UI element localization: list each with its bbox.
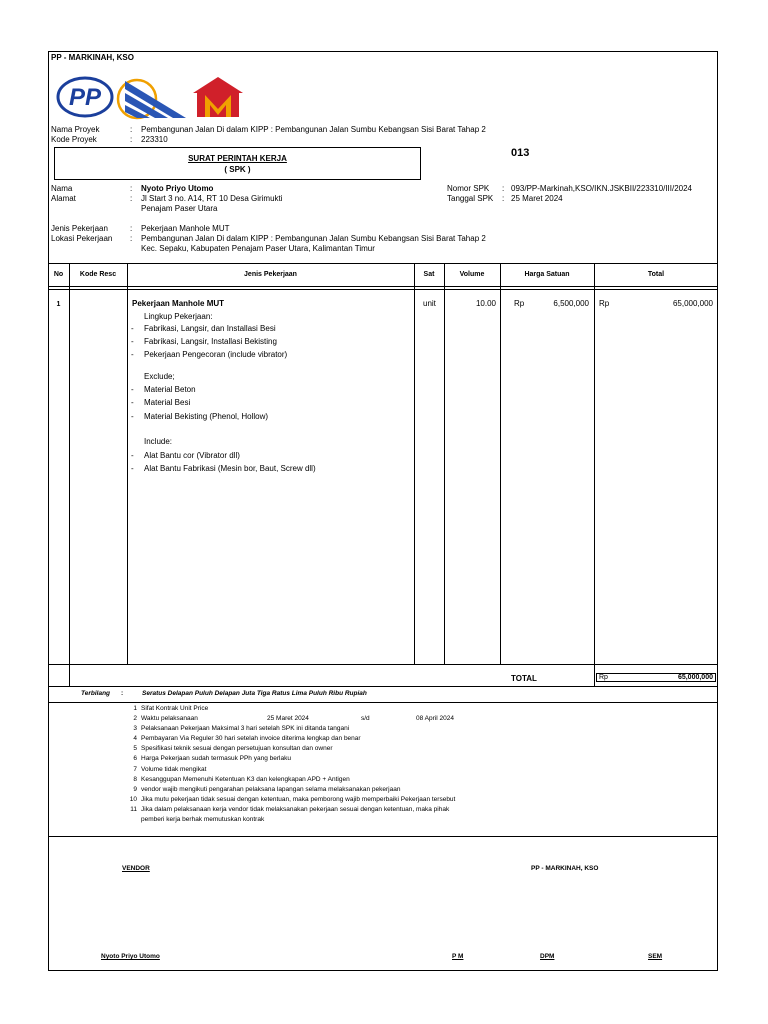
- list-dash: -: [131, 385, 134, 394]
- scope-item: Pekerjaan Pengecoran (include vibrator): [144, 350, 288, 359]
- colon: :: [130, 125, 133, 134]
- pp-logo: [58, 78, 112, 116]
- term-no: 3: [133, 725, 137, 732]
- row-total-currency: Rp: [599, 299, 610, 308]
- row-volume: 10.00: [475, 299, 496, 308]
- spk-number-label: Nomor SPK: [447, 184, 490, 193]
- term-no: 11: [130, 806, 137, 813]
- list-dash: -: [131, 464, 134, 473]
- term-no: 5: [133, 745, 137, 752]
- term-no: 8: [133, 776, 137, 783]
- term-text: Sifat Kontrak Unit Price: [141, 705, 209, 712]
- term-text: Waktu pelaksanaan: [141, 715, 198, 722]
- term-no: 4: [133, 735, 137, 742]
- term-text: Pembayaran Via Reguler 30 hari setelah invoice diterima lengkap dan benar: [141, 735, 361, 742]
- include-item: Alat Bantu Fabrikasi (Mesin bor, Baut, Screw dll): [144, 464, 316, 473]
- term-no: 10: [129, 796, 137, 803]
- list-dash: -: [131, 350, 134, 359]
- vendor-name-label: Nama: [51, 184, 73, 193]
- m-logo: [193, 77, 243, 117]
- table-body-bottom: [48, 664, 718, 665]
- pm-signatory: P M: [452, 953, 464, 960]
- header-kode-resc: Kode Resc: [79, 271, 117, 278]
- header-volume: Volume: [459, 271, 485, 278]
- vendor-address-line1: Jl Start 3 no. A14, RT 10 Desa Girimukti: [141, 194, 283, 203]
- vendor-address-label: Alamat: [51, 194, 76, 203]
- col-divider: [594, 263, 595, 687]
- triangle-logo: [118, 80, 186, 118]
- spk-subtitle: ( SPK ): [224, 165, 251, 174]
- company-sign-label: PP - MARKINAH, KSO: [531, 865, 599, 872]
- total-currency: Rp: [599, 674, 608, 681]
- colon: :: [130, 234, 133, 243]
- term-no: 6: [133, 755, 137, 762]
- work-type-label: Jenis Pekerjaan: [51, 224, 108, 233]
- table-header-border: [48, 286, 718, 287]
- project-name-value: Pembangunan Jalan Di dalam KIPP : Pembangunan Jalan Sumbu Kebangsan Sisi Barat Tahap 2: [141, 125, 486, 134]
- colon: :: [502, 194, 505, 203]
- schedule-sd: s/d: [361, 715, 370, 722]
- term-no: 9: [133, 786, 137, 793]
- logo-group: [55, 75, 245, 121]
- work-type-value: Pekerjaan Manhole MUT: [141, 224, 230, 233]
- project-code-label: Kode Proyek: [51, 135, 97, 144]
- colon: :: [130, 135, 133, 144]
- project-name-label: Nama Proyek: [51, 125, 100, 134]
- term-text: Harga Pekerjaan sudah termasuk PPh yang berlaku: [141, 755, 291, 762]
- row-sat: unit: [423, 299, 436, 308]
- terbilang-bottom: [48, 702, 718, 703]
- spk-number: 013: [511, 147, 530, 159]
- term-no: 7: [133, 766, 137, 773]
- scope-item: Fabrikasi, Langsir, dan Installasi Besi: [144, 324, 276, 333]
- term-text: Jika dalam pelaksanaan kerja vendor tidak melaksanakan pekerjaan sesuai dengan ketentuan, maka pihak: [141, 806, 450, 813]
- total-label: TOTAL: [511, 674, 537, 683]
- header-total: Total: [647, 271, 665, 278]
- include-title: Include:: [144, 437, 173, 446]
- col-divider: [444, 263, 445, 665]
- colon: :: [130, 194, 133, 203]
- row-no: 1: [56, 301, 61, 308]
- sem-signatory: SEM: [648, 953, 663, 960]
- header-jenis-pekerjaan: Jenis Pekerjaan: [244, 271, 297, 278]
- spk-title: SURAT PERINTAH KERJA: [188, 154, 287, 163]
- project-code-value: 223310: [141, 135, 168, 144]
- term-text: Spesifikasi teknik sesuai dengan persetujuan konsultan dan owner: [141, 745, 333, 752]
- term-text: Kesanggupan Memenuhi Ketentuan K3 dan kelengkapan APD + Antigen: [141, 776, 350, 783]
- colon: :: [130, 184, 133, 193]
- colon: :: [502, 184, 505, 193]
- schedule-end: 08 April 2024: [416, 715, 454, 722]
- total-value: 65,000,000: [677, 674, 713, 681]
- logos-svg: [55, 75, 245, 121]
- col-divider: [414, 263, 415, 665]
- exclude-item: Material Beton: [144, 385, 196, 394]
- list-dash: -: [131, 324, 134, 333]
- spk-date-label: Tanggal SPK: [447, 194, 494, 203]
- row-total: 65,000,000: [672, 299, 713, 308]
- vendor-name-value: Nyoto Priyo Utomo: [141, 184, 214, 193]
- scope-item: Fabrikasi, Langsir, Installasi Bekisting: [144, 337, 277, 346]
- include-item: Alat Bantu cor (Vibrator dll): [144, 451, 240, 460]
- term-text: Volume tidak mengikat: [141, 766, 207, 773]
- header-sat: Sat: [423, 271, 435, 278]
- exclude-item: Material Besi: [144, 398, 191, 407]
- row-title: Pekerjaan Manhole MUT: [132, 299, 225, 308]
- work-location-line1: Pembangunan Jalan Di dalam KIPP : Pembangunan Jalan Sumbu Kebangsan Sisi Barat Tahap 2: [141, 234, 486, 243]
- col-divider: [127, 263, 128, 665]
- list-dash: -: [131, 337, 134, 346]
- svg-text:PP: PP: [68, 84, 102, 111]
- row-price-currency: Rp: [514, 299, 525, 308]
- term-no: 1: [133, 705, 137, 712]
- spk-date-value: 25 Maret 2024: [511, 194, 563, 203]
- terbilang-colon: :: [121, 690, 124, 697]
- work-location-label: Lokasi Pekerjaan: [51, 234, 113, 243]
- row-price: 6,500,000: [553, 299, 589, 308]
- colon: :: [130, 224, 133, 233]
- list-dash: -: [131, 398, 134, 407]
- term-text: vendor wajib mengikuti pengarahan pelaksana lapangan selama melaksanakan pekerjaan: [141, 786, 401, 793]
- vendor-sign-label: VENDOR: [122, 865, 150, 872]
- header-harga-satuan: Harga Satuan: [524, 271, 570, 278]
- term-text: Jika mutu pekerjaan tidak sesuai dengan ketentuan, maka pemborong wajib memperbaiki Pekerjaan tersebut: [141, 796, 456, 803]
- vendor-address-line2: Penajam Paser Utara: [141, 204, 218, 213]
- table-header-border2: [48, 289, 718, 290]
- col-divider: [500, 263, 501, 665]
- term-no: 2: [133, 715, 137, 722]
- vendor-signatory-name: Nyoto Priyo Utomo: [101, 953, 160, 960]
- exclude-title: Exclude;: [144, 372, 175, 381]
- exclude-item: Material Bekisting (Phenol, Hollow): [144, 412, 269, 421]
- terbilang-label: Terbilang: [81, 690, 111, 697]
- term-text: Pelaksanaan Pekerjaan Maksimal 3 hari setelah SPK ini ditanda tangani: [141, 725, 350, 732]
- table-total-bottom: [48, 686, 718, 687]
- dpm-signatory: DPM: [540, 953, 555, 960]
- terbilang-value: Seratus Delapan Puluh Delapan Juta Tiga Ratus Lima Puluh Ribu Rupiah: [142, 690, 367, 697]
- schedule-start: 25 Maret 2024: [267, 715, 309, 722]
- col-divider: [69, 263, 70, 687]
- work-location-line2: Kec. Sepaku, Kabupaten Penajam Paser Utara, Kalimantan Timur: [141, 244, 375, 253]
- header-no: No: [53, 271, 64, 278]
- terms-bottom: [48, 836, 718, 837]
- company-name: PP - MARKINAH, KSO: [51, 53, 134, 62]
- list-dash: -: [131, 412, 134, 421]
- term-text-continued: pemberi kerja berhak memutuskan kontrak: [141, 816, 265, 823]
- table-top-border: [48, 263, 718, 264]
- spk-number-value: 093/PP-Markinah,KSO/IKN.JSKBII/223310/III/2024: [511, 184, 692, 193]
- list-dash: -: [131, 451, 134, 460]
- scope-title: Lingkup Pekerjaan:: [144, 312, 213, 321]
